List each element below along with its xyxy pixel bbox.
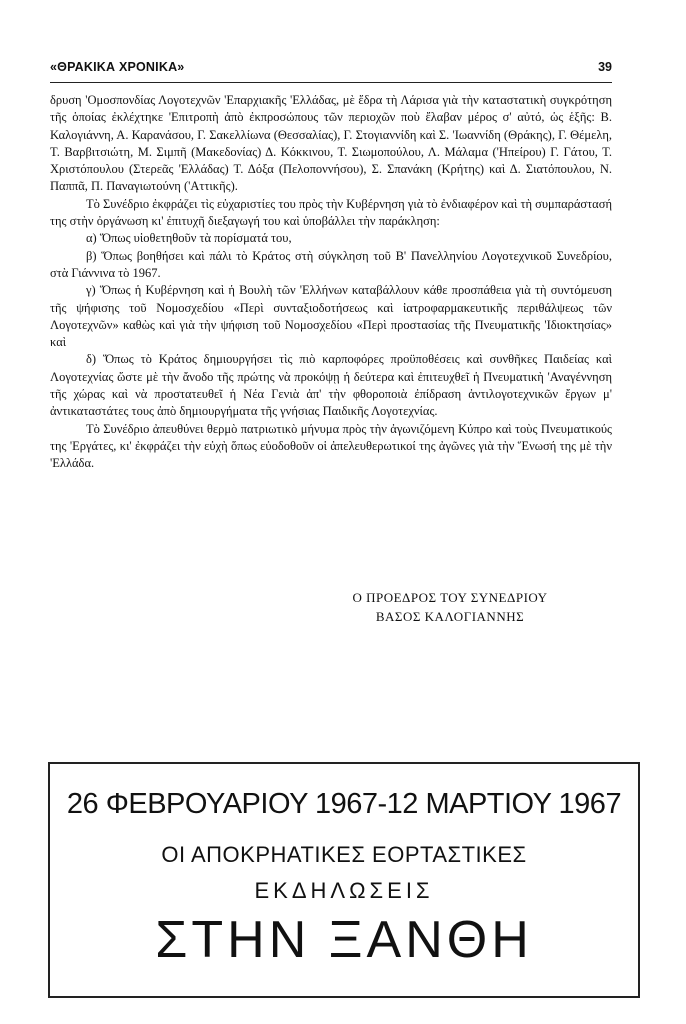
paragraph-cyprus: Τὸ Συνέδριο ἀπευθύνει θερμὸ πατριωτικὸ μήνυμα πρὸς τὴν ἀγωνιζόμενη Κύπρο καὶ τοὺς Πνευματικούς της 'Εργάτες, κι' ἐκφράζει τὴν εὐχὴ ὅπως εὐοδοθοῦν οἱ ἀπελευθερωτικοί της ἀγῶνες γιὰ τὴν Ἕνωσή της μὲ τὴν 'Ελλάδα. <box>50 421 612 471</box>
signature-title: Ο ΠΡΟΕΔΡΟΣ ΤΟΥ ΣΥΝΕΔΡΙΟΥ <box>352 590 548 605</box>
signature-name: ΒΑΣΟΣ ΚΑΛΟΓΙΑΝΝΗΣ <box>375 609 525 624</box>
journal-title: «ΘΡΑΚΙΚΑ ΧΡΟΝΙΚΑ» <box>50 60 185 74</box>
page-header <box>50 60 612 80</box>
paragraph-committee: δρυση 'Ομοσπονδίας Λογοτεχνῶν 'Επαρχιακῆς 'Ελλάδας, μὲ ἕδρα τὴ Λάρισα γιὰ τὴν καταστατικὴ συγκρότηση τῆς ὁποίας ἐκλέχτηκε 'Επιτροπὴ ἀπὸ ἐκπροσώπους τῶν περιοχῶν ποὺ ἔλαβαν μέρος σ' αὐτό, ὡς ἑξῆς: Β. Καλογιάννη, Α. Καρανάσου, Γ. Σακελλίωνα (Θεσσαλίας), Γ. Στογιαννίδη καὶ Σ. 'Ιωαννίδη (Θράκης), Γ. Θέμελη, Τ. Βαρβιτσιώτη, Μ. Σιμπῆ (Μακεδονίας) Δ. Κόκκινου, Τ. Σιωμοπούλου, Λ. Μάλαμα ('Ηπείρου) Γ. Γάτου, Τ. Χριστόπουλου (Στερεᾶς 'Ελλάδας) Τ. Δόξα (Πελοποννήσου), Σ. Σπανάκη (Κρήτης) καὶ Δ. Σιατόπουλου, Ν. Παππᾶ, Π. Παναγιωτούνη ('Αττικῆς). <box>50 93 612 194</box>
article-body <box>50 92 612 473</box>
request-item-a: α) Ὅπως υἱοθετηθοῦν τὰ πορίσματά του, <box>86 231 292 246</box>
announcement-line-2: ΕΚΔΗΛΩΣΕΙΣ <box>254 878 434 903</box>
paragraph-thanks: Τὸ Συνέδριο ἐκφράζει τὶς εὐχαριστίες του πρὸς τὴν Κυβέρνηση γιὰ τὸ ἐνδιαφέρον καὶ τὴ συμπαράστασή της στὴν ὀργάνωση κι' ἐπιτυχῆ διεξαγωγή του καὶ ὑποβάλλει τὴν παράκληση: <box>50 196 612 229</box>
request-item-c: γ) Ὅπως ἡ Κυβέρνηση καὶ ἡ Βουλὴ τῶν 'Ελλήνων καταβάλλουν κάθε προσπάθεια γιὰ τὴ συντόμευση τῆς ψήφισης τοῦ Νομοσχεδίου «Περὶ συνταξιοδοτήσεως καὶ ἰατροφαρμακευτικῆς περιθάλψεως τῶν Λογοτεχνῶν» καθὼς καὶ γιὰ τὴν ψήφιση τοῦ Νομοσχεδίου «Περὶ προστασίας τῆς Πνευματικῆς 'Ιδιοκτησίας» καὶ <box>50 283 612 350</box>
request-item-b: β) Ὅπως βοηθήσει καὶ πάλι τὸ Κράτος στὴ σύγκληση τοῦ Β' Πανελληνίου Λογοτεχνικοῦ Συνεδρίου, στὰ Γιάννινα τὸ 1967. <box>50 248 612 280</box>
request-item-d: δ) Ὅπως τὸ Κράτος δημιουργήσει τὶς πιὸ καρποφόρες προϋποθέσεις καὶ συνθῆκες Παιδείας καὶ Λογοτεχνίας ὥστε μὲ τὴν ἄνοδο τῆς πρώτης νὰ προκόψῃ ἡ δεύτερα καὶ ἐπιτευχθεῖ ἡ Πνευματικὴ 'Αναγέννηση τῆς χώρας καὶ νὰ προστατευθεῖ ἡ Νέα Γενιὰ ἀπ' τὴν φθοροποιὰ ἐπίδραση ἀντιλογοτεχνικῶν ἔργων μ' ἀντικαταστάτες τους ἀπὸ δημιουργήματα τῆς γνήσιας Παιδικῆς Λογοτεχνίας. <box>50 352 612 419</box>
announcement-line-1: ΟΙ ΑΠΟΚΡΗΑΤΙΚΕΣ ΕΟΡΤΑΣΤΙΚΕΣ <box>161 842 527 867</box>
announcement-dates: 26 ΦΕΒΡΟΥΑΡΙΟΥ 1967-12 ΜΑΡΤΙΟΥ 1967 <box>66 788 622 820</box>
page-number: 39 <box>598 60 612 74</box>
announcement-headline: ΣΤΗΝ ΞΑΝΘΗ <box>155 911 533 969</box>
announcement-box <box>48 762 640 998</box>
header-rule <box>50 82 612 83</box>
